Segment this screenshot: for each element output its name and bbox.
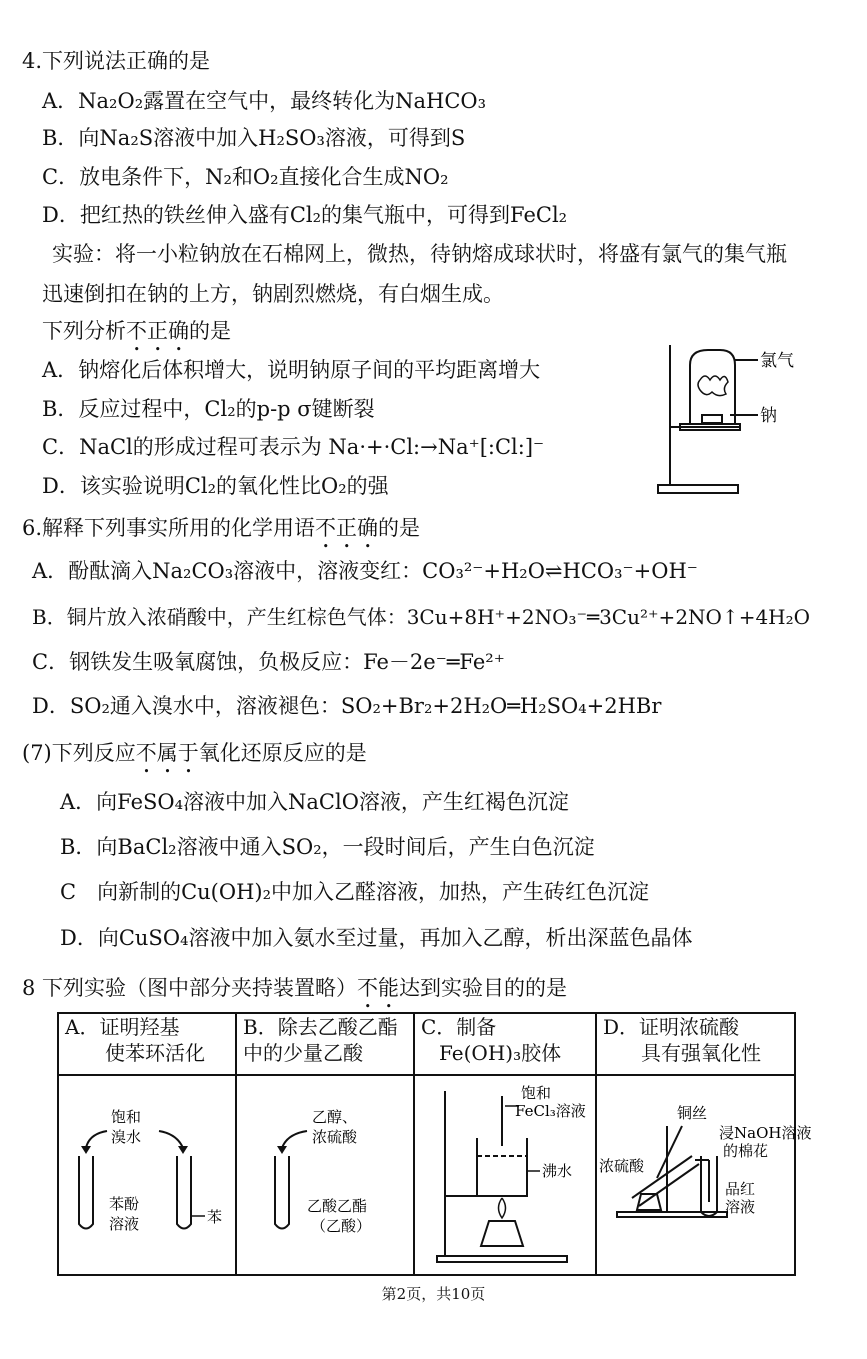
q8-figure-row xyxy=(58,1075,795,1275)
gas-jar-neck xyxy=(702,415,722,423)
q8-header-row xyxy=(58,1013,795,1075)
smoke xyxy=(698,376,728,396)
q6-option-b: B．铜片放入浓硝酸中，产生红棕色气体：3Cu+8H⁺+2NO₃⁻═3Cu²⁺+2NO↑+4H₂O xyxy=(32,605,811,629)
q4-option-b: B．向Na₂S溶液中加入H₂SO₃溶液，可得到S xyxy=(42,126,466,150)
q5-intro-line2: 迅速倒扣在钠的上方，钠剧烈燃烧，有白烟生成。 xyxy=(42,282,504,306)
label-a-solution: 溶液 xyxy=(109,1215,140,1233)
label-d-cotton: 的棉花 xyxy=(723,1142,769,1160)
tilted-tube-2 xyxy=(639,1164,699,1206)
q7-option-c: C 向新制的Cu(OH)₂中加入乙醛溶液，加热，产生砖红色沉淀 xyxy=(60,880,649,904)
q6-option-d: D．SO₂通入溴水中，溶液褪色：SO₂+Br₂+2H₂O═H₂SO₄+2HBr xyxy=(32,694,662,718)
q6-option-a: A．酚酞滴入Na₂CO₃溶液中，溶液变红：CO₃²⁻+H₂O⇌HCO₃⁻+OH⁻ xyxy=(32,559,698,583)
q8-figure-c xyxy=(414,1075,596,1275)
stand-base xyxy=(658,485,738,493)
label-a-benzene: 苯 xyxy=(207,1208,223,1226)
label-a-saturated: 饱和 xyxy=(111,1108,142,1126)
q4-option-c: C．放电条件下，N₂和O₂直接化合生成NO₂ xyxy=(42,165,449,189)
label-b-ester: 乙酸乙酯 xyxy=(307,1197,368,1215)
q6-stem xyxy=(22,515,420,553)
q8-figure-b xyxy=(236,1075,414,1275)
q8-header-a: A．证明羟基 使苯环活化 xyxy=(58,1013,236,1075)
lamp-d xyxy=(637,1194,661,1210)
label-a-bromine: 溴水 xyxy=(111,1128,142,1146)
q5-stem xyxy=(42,318,231,356)
q4-option-d: D．把红热的铁丝伸入盛有Cl₂的集气瓶中，可得到FeCl₂ xyxy=(42,203,568,227)
label-d-magenta: 品红 xyxy=(725,1180,756,1198)
q5-stem-emphasis: 不正确 xyxy=(126,319,189,343)
beaker xyxy=(477,1138,527,1196)
gas-jar xyxy=(690,350,735,423)
q6-stem-post: 的是 xyxy=(378,516,421,540)
q8-header-b: B．除去乙酸乙酯 中的少量乙酸 xyxy=(236,1013,414,1075)
q5-stem-pre: 下列分析 xyxy=(42,319,126,343)
q5-intro-line1: 实验：将一小粒钠放在石棉网上，微热，待钠熔成球状时，将盛有氯气的集气瓶 xyxy=(52,242,787,266)
label-b-sulfuric: 浓硫酸 xyxy=(312,1128,358,1146)
q5-option-b: B．反应过程中，Cl₂的p-p σ键断裂 xyxy=(42,397,375,421)
q7-option-d: D．向CuSO₄溶液中加入氨水至过量，再加入乙醇，析出深蓝色晶体 xyxy=(60,926,693,950)
q5-stem-post: 的是 xyxy=(189,319,231,343)
q7-option-b: B．向BaCl₂溶液中通入SO₂，一段时间后，产生白色沉淀 xyxy=(60,835,595,859)
q8-stem xyxy=(22,975,567,1013)
label-d-solution: 溶液 xyxy=(725,1198,756,1216)
q5-apparatus-figure xyxy=(640,335,800,500)
arrow-b xyxy=(282,1131,307,1148)
q5-option-c: C．NaCl的形成过程可表示为 Na·+·Cl:→Na⁺[:Cl:]⁻ xyxy=(42,435,545,459)
arrowhead-b xyxy=(277,1146,287,1154)
arrow-left xyxy=(86,1131,107,1148)
label-b-ethanol: 乙醇、 xyxy=(312,1108,358,1126)
label-c-saturated: 饱和 xyxy=(521,1084,552,1102)
arrowhead-left xyxy=(81,1146,91,1154)
label-c-water: 沸水 xyxy=(542,1162,573,1180)
q6-option-c: C．钢铁发生吸氧腐蚀，负极反应：Fe－2e⁻═Fe²⁺ xyxy=(32,650,505,674)
test-tube-benzene xyxy=(177,1156,191,1229)
copper-wire xyxy=(657,1126,682,1178)
q6-stem-emphasis: 不正确 xyxy=(315,516,379,540)
label-sodium: 钠 xyxy=(760,406,777,426)
arrowhead-right xyxy=(178,1146,188,1154)
q7-stem-pre: (7)下列反应 xyxy=(22,741,136,765)
q7-stem-post: 氧化还原反应的是 xyxy=(198,741,367,765)
arrow-right xyxy=(159,1131,183,1148)
q8-figure-a xyxy=(58,1075,236,1275)
q7-stem-emphasis: 不属于 xyxy=(135,741,199,765)
label-b-acid: （乙酸） xyxy=(311,1217,372,1235)
q8-stem-pre: 8 下列实验（图中部分夹持装置略） xyxy=(22,976,358,1000)
stand-base-c xyxy=(437,1256,567,1262)
flame xyxy=(499,1198,506,1218)
q8-header-c: C．制备 Fe(OH)₃胶体 xyxy=(414,1013,596,1075)
q5-option-a: A．钠熔化后体积增大，说明钠原子间的平均距离增大 xyxy=(42,358,541,382)
q8-experiment-table xyxy=(57,1012,812,1276)
q8-stem-post: 达到实验目的的是 xyxy=(399,976,568,1000)
q7-option-a: A．向FeSO₄溶液中加入NaClO溶液，产生红褐色沉淀 xyxy=(60,790,569,814)
label-c-fecl3: FeCl₃溶液 xyxy=(515,1102,586,1120)
label-a-phenol: 苯酚 xyxy=(109,1195,140,1213)
label-d-naoh: 浸NaOH溶液 xyxy=(719,1124,812,1142)
label-d-copper: 铜丝 xyxy=(677,1104,708,1122)
test-tube-phenol xyxy=(79,1156,93,1229)
q6-stem-pre: 6.解释下列事实所用的化学用语 xyxy=(22,516,316,540)
alcohol-lamp xyxy=(481,1221,523,1246)
test-tube-ester xyxy=(275,1156,289,1229)
label-gas: 氯气 xyxy=(760,351,794,371)
q5-option-d: D．该实验说明Cl₂的氧化性比O₂的强 xyxy=(42,474,389,498)
q8-figure-d xyxy=(596,1075,812,1275)
q4-option-a: A．Na₂O₂露置在空气中，最终转化为NaHCO₃ xyxy=(42,89,487,113)
page-footer: 第2页，共10页 xyxy=(381,1285,486,1303)
label-d-sulfuric: 浓硫酸 xyxy=(599,1157,645,1175)
q8-stem-emphasis: 不能 xyxy=(357,976,400,1000)
q4-stem: 4.下列说法正确的是 xyxy=(22,49,211,73)
q8-header-d: D．证明浓硫酸 具有强氧化性 xyxy=(596,1013,795,1075)
q7-stem xyxy=(22,740,367,778)
